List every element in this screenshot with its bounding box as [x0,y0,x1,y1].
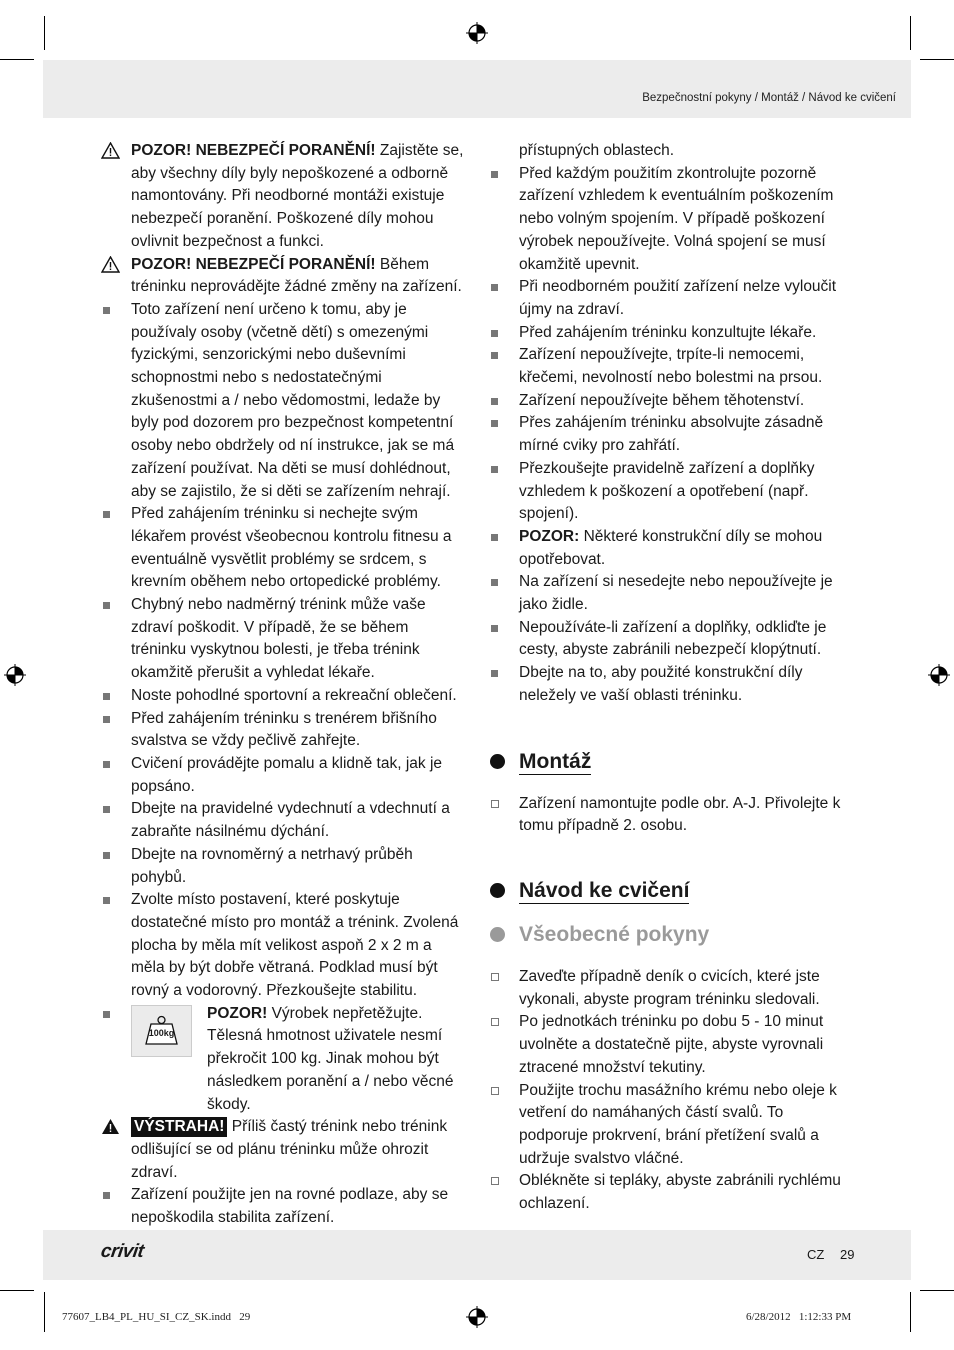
bullet-square-icon [103,716,110,723]
bullet-square-icon [491,330,498,337]
list-item [489,458,855,526]
list-item-text: Před zahájením tréninku konzultujte lékaře. [519,323,817,341]
list-item-text: přístupných oblastech. [519,142,675,159]
list-item [101,798,467,843]
list-item [489,617,855,662]
list-item [101,1184,467,1229]
list-item-text: Zařízení nepoužívejte během těhotenství. [519,391,805,409]
list-item [489,390,855,413]
list-item-text: Přezkoušejte pravidelně zařízení a doplňky vzhledem k poškození a opotřebení (např. spojení). [519,459,815,523]
list-item [101,299,467,503]
section-heading-text: Všeobecné pokyny [519,922,710,946]
bullet-square-icon [103,511,110,518]
list-item [489,344,855,389]
list-item-text: Použijte trochu masážního krému nebo oleje k vetření do namáhaných částí svalů. To podporuje prokrvení, brání přetížení svalů a udržuje svalstvo vláčné. [519,1081,837,1167]
list-item [101,1003,467,1117]
list-item [489,571,855,616]
breadcrumb: Bezpečnostní pokyny / Montáž / Návod ke cvičení [642,92,896,104]
list-item [101,503,467,594]
caution-label: POZOR: [519,527,580,545]
footer-band [43,1230,911,1280]
section-heading-text: Návod ke cvičení [519,878,690,902]
registration-mark-icon [466,1306,488,1328]
list-item-text: Cvičení provádějte pomalu a klidně tak, jak je popsáno. [131,754,443,795]
bullet-square-icon [491,352,498,359]
list-item-text: Před zahájením tréninku si nechejte svým lékařem provést všeobecnou kontrolu fitnesu a eventuálně vysvětlit problémy se srdcem, s krevním oběhem nebo ortopedické problémy. [131,505,452,591]
heading-bullet-icon [490,883,505,898]
bullet-open-square-icon [491,1018,499,1026]
caution-label: POZOR! [207,1004,268,1022]
section-heading-montaz [489,749,855,775]
section-heading-navod [489,878,855,904]
bullet-square-icon [103,693,110,700]
warning-triangle-icon [101,256,120,273]
warning-text: Příliš častý trénink nebo trénink odlišující se od plánu tréninku může ohrozit zdraví. [131,1118,448,1181]
list-item [489,163,855,277]
warning-item [101,254,467,299]
registration-mark-icon [928,664,950,686]
warning-label: POZOR! NEBEZPEČÍ PORANĚNÍ! [131,255,376,273]
list-item-text: Při neodborném použití zařízení nelze vyloučit újmy na zdraví. [519,278,837,318]
slug-file: 77607_LB4_PL_HU_SI_CZ_SK.indd 29 [62,1311,251,1323]
section-heading-text: Montáž [519,749,592,773]
warning-text: Zajistěte se, aby všechny díly byly nepoškozené a odborně namontovány. Při neodborné montáži existuje nebezpečí poranění. Poškozené díly mohou ovlivnit bezpečnost a funkci. [131,142,464,250]
heading-bullet-icon [490,927,505,942]
list-item [489,412,855,457]
list-item [489,276,855,321]
list-item [489,1170,855,1215]
danger-label: VÝSTRAHA! [131,1117,227,1137]
list-item-text: Před zahájením tréninku s trenérem břišního svalstva se vždy pečlivě zahřejte. [131,709,437,750]
list-item [489,322,855,345]
bullet-square-icon [103,1192,110,1199]
language-code: CZ [807,1247,825,1262]
bullet-square-icon [491,171,498,178]
list-item-text: Oblékněte si tepláky, abyste zabránili rychlému ochlazení. [519,1172,841,1213]
list-item-text: Po jednotkách tréninku po dobu 5 - 10 minut uvolněte a dostatečně pijte, abyste vyrovnali ztracené množství tekutiny. [519,1013,824,1076]
bullet-square-icon [103,761,110,768]
list-item [489,526,855,571]
list-item-text: Toto zařízení není určeno k tomu, aby je používaly osoby (včetně dětí) s omezenými fyzickými, senzorickými nebo duševními schopnostmi nebo s nedostatečnými zkušenostmi a / nebo vědomostmi, ledaže by byly pod dozorem pro bezpečnost kompetentní osoby nebo obdržely od ní instrukce, jak se má zařízení používat. Na děti se musí dohlédnout, aby se zajistilo, že si děti se zařízením nehrají. [131,300,455,500]
list-item-text: Zařízení použijte jen na rovné podlaze, aby se nepoškodila stabilita zařízení. [131,1186,449,1227]
registration-mark-icon [466,22,488,44]
list-item-text: Nepoužíváte-li zařízení a doplňky, odkliďte je cesty, abyste zabránili nebezpečí klopýtnutí. [519,618,827,659]
bullet-square-icon [103,806,110,813]
list-item-text: Dbejte na rovnoměrný a netrhavý průběh pohybů. [131,845,413,886]
list-item-text: Dbejte na to, aby použité konstrukční díly neležely ve vaší oblasti tréninku. [519,664,803,704]
bullet-open-square-icon [491,973,499,981]
list-item-text: Noste pohodlné sportovní a rekreační oblečení. [131,686,457,704]
list-item-continuation [489,140,855,163]
list-item-text: Zařízení nepoužívejte, trpíte-li nemocemi, křečemi, nevolností nebo bolestmi na prsou. [519,346,823,387]
bullet-square-icon [491,625,498,632]
bullet-square-icon [103,1011,110,1018]
registration-mark-icon [4,664,26,686]
list-item-text: Výrobek nepřetěžujte. Tělesná hmotnost uživatele nesmí překročit 100 kg. Jinak mohou být následkem poranění a / nebo věcné škody. [207,1004,454,1113]
bullet-square-icon [103,852,110,859]
subsection-heading-vseobecne [489,922,855,948]
brand-logo: crivit [99,1241,145,1262]
bullet-square-icon [491,398,498,405]
warning-triangle-icon [101,142,120,159]
bullet-square-icon [491,420,498,427]
list-item-text: Dbejte na pravidelné vydechnutí a vdechnutí a zabraňte násilnému dýchání. [131,800,450,841]
bullet-open-square-icon [491,1177,499,1185]
slug-date: 6/28/2012 1:12:33 PM [746,1311,852,1323]
weight-limit-icon [131,1005,192,1057]
list-item-text: Na zařízení si nesedejte nebo nepoužívejte je jako židle. [519,573,833,614]
right-column [489,140,855,1216]
list-item-text: Chybný nebo nadměrný trénink může vaše zdraví poškodit. V případě, že se během tréninku vyskytnou bolesti, je třeba trénink okamžitě přerušit a vyhledat lékaře. [131,596,426,682]
bullet-square-icon [103,602,110,609]
list-item [489,1011,855,1079]
list-item-text: Některé konstrukční díly se mohou opotřebovat. [519,527,823,568]
list-item-text: Zaveďte případně deník o cvicích, které jste vykonali, abyste program tréninku sledovali. [519,967,820,1008]
warning-item [101,140,467,254]
bullet-square-icon [491,466,498,473]
list-item [101,594,467,685]
list-item [489,1080,855,1171]
list-item-text: Před každým použitím zkontrolujte pozorně zařízení vzhledem k eventuálním poškozením nebo volným spojením. V případě poškození výrobek nepoužívejte. Volná spojení se musí okamžitě upevnit. [519,164,834,273]
crop-mark [0,59,34,60]
crop-mark [44,1292,45,1332]
list-item [489,793,855,838]
list-item [101,708,467,753]
heading-bullet-icon [490,754,505,769]
list-item [101,753,467,798]
bullet-square-icon [491,534,498,541]
weight-limit-label: 100kg [148,1027,175,1038]
crop-mark [44,16,45,50]
warning-label: POZOR! NEBEZPEČÍ PORANĚNÍ! [131,142,376,159]
crop-mark [910,16,911,50]
list-item [101,844,467,889]
list-item-text: Přes zahájením tréninku absolvujte zásadně mírné cviky pro zahřátí. [519,414,824,455]
warning-text: Během tréninku neprovádějte žádné změny na zařízení. [131,255,462,296]
header-band [43,60,911,118]
crop-mark [920,1290,954,1291]
list-item-text: Zařízení namontujte podle obr. A-J. Přivolejte k tomu případně 2. osobu. [519,794,841,835]
bullet-square-icon [491,670,498,677]
list-item-text: Zvolte místo postavení, které poskytuje dostatečné místo pro montáž a trénink. Zvolená plocha by měla mít velikost aspoň 2 x 2 m a měla by být dobře větraná. Podklad musí být rovný a vodorovný. Přezkoušejte stabilitu. [131,891,459,1000]
left-column [101,140,467,1252]
list-item [101,889,467,1003]
crop-mark [920,59,954,60]
bullet-square-icon [103,897,110,904]
bullet-square-icon [103,307,110,314]
bullet-square-icon [491,579,498,586]
page-number: 29 [840,1247,855,1262]
warning-item [101,1116,467,1184]
bullet-open-square-icon [491,1087,499,1095]
list-item [489,966,855,1011]
list-item [489,662,855,707]
warning-triangle-icon [101,1118,120,1135]
crop-mark [910,1292,911,1332]
list-item [101,685,467,708]
bullet-square-icon [491,284,498,291]
crop-mark [0,1290,34,1291]
bullet-open-square-icon [491,800,499,808]
